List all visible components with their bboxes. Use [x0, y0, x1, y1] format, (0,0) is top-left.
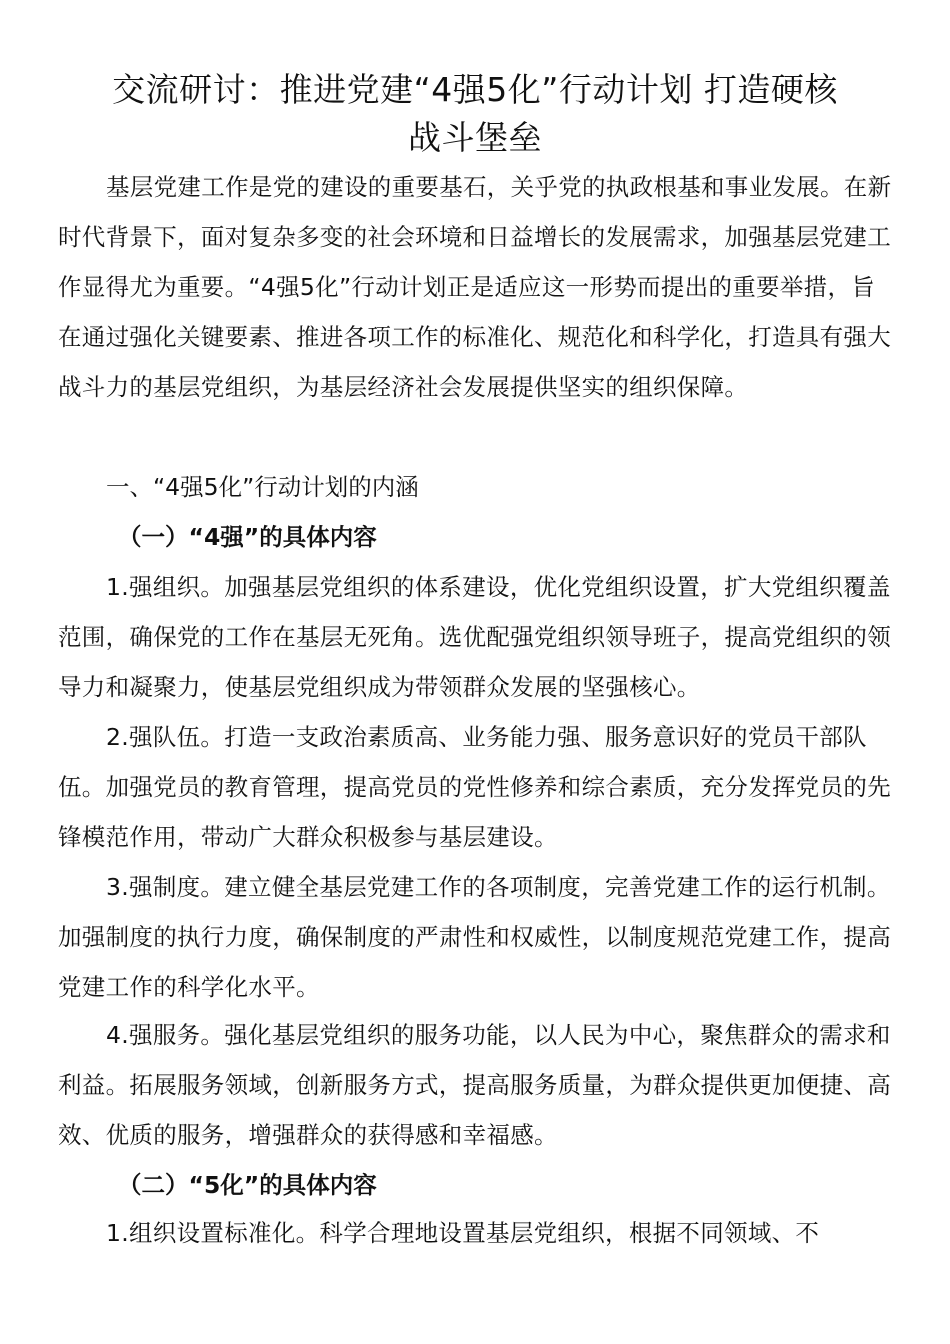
paragraph-item-3: 3.强制度。建立健全基层党建工作的各项制度，完善党建工作的运行机制。加强制度的执行力度，确保制度的严肃性和权威性，以制度规范党建工作，提高党建工作的科学化水平。: [58, 873, 891, 1001]
paragraph-item-2: 2.强队伍。打造一支政治素质高、业务能力强、服务意识好的党员干部队伍。加强党员的教育管理，提高党员的党性修养和综合素质，充分发挥党员的先锋模范作用，带动广大群众积极参与基层建设。: [58, 723, 891, 851]
paragraph-item-5: 1.组织设置标准化。科学合理地设置基层党组织，根据不同领域、不: [106, 1219, 820, 1247]
document-title-line-2: 战斗堡垒: [408, 118, 542, 157]
subsection-heading-4-strong: （一）“4强”的具体内容: [118, 523, 377, 551]
paragraph-item-1: 1.强组织。加强基层党组织的体系建设，优化党组织设置，扩大党组织覆盖范围，确保党的工作在基层无死角。选优配强党组织领导班子，提高党组织的领导力和凝聚力，使基层党组织成为带领群众发展的坚强核心。: [58, 573, 891, 701]
paragraph-item-4: 4.强服务。强化基层党组织的服务功能，以人民为中心，聚焦群众的需求和利益。拓展服务领域，创新服务方式，提高服务质量，为群众提供更加便捷、高效、优质的服务，增强群众的获得感和幸福感。: [58, 1021, 891, 1149]
intro-paragraph: 基层党建工作是党的建设的重要基石，关乎党的执政根基和事业发展。在新时代背景下，面对复杂多变的社会环境和日益增长的发展需求，加强基层党建工作显得尤为重要。“4强5化”行动计划正是适应这一形势而提出的重要举措，旨在通过强化关键要素、推进各项工作的标准化、规范化和科学化，打造具有强大战斗力的基层党组织，为基层经济社会发展提供坚实的组织保障。: [58, 173, 892, 401]
section-heading-1: 一、“4强5化”行动计划的内涵: [106, 473, 419, 501]
document-title-line-1: 交流研讨：推进党建“4强5化”行动计划 打造硬核: [112, 70, 838, 109]
subsection-heading-5-ization: （二）“5化”的具体内容: [118, 1171, 377, 1199]
